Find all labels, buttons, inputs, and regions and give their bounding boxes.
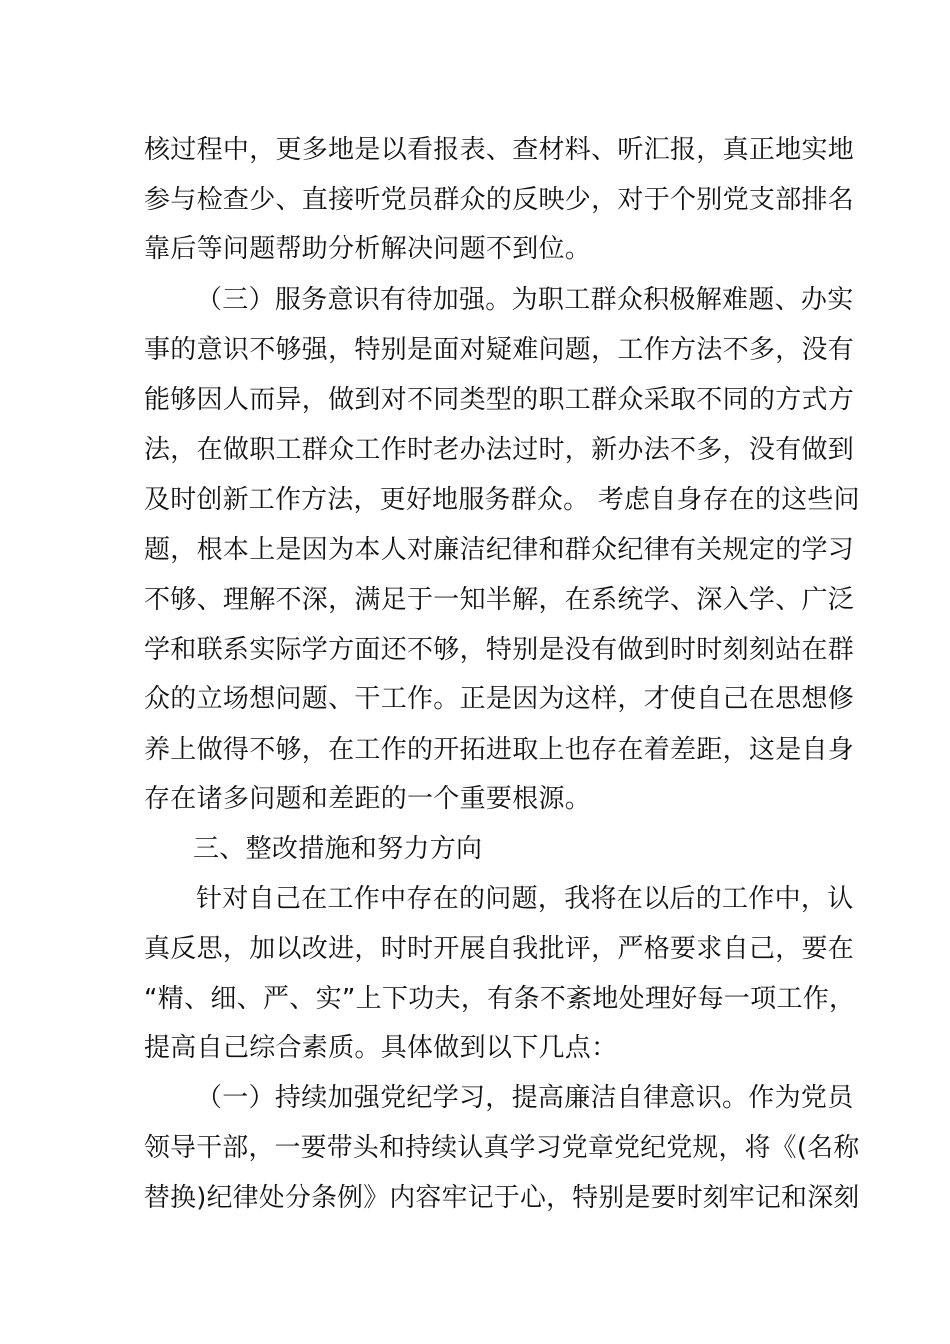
text-line: 替换)纪律处分条例》内容牢记于心，特别是要时刻牢记和深刻 [144, 1183, 860, 1213]
text-line: 养上做得不够，在工作的开拓进取上也存在着差距，这是自身 [144, 735, 855, 765]
text-line: 参与检查少、直接听党员群众的反映少，对于个别党支部排名 [144, 185, 855, 215]
text-line: 核过程中，更多地是以看报表、查材料、听汇报，真正地实地 [144, 135, 855, 165]
text-line: 学和联系实际学方面还不够，特别是没有做到时时刻刻站在群 [144, 635, 855, 665]
text-line: 及时创新工作方法，更好地服务群众。 考虑自身存在的这些问 [144, 485, 860, 515]
section-heading-three: 三、整改措施和努力方向 [193, 834, 483, 864]
section-heading-3: （三）服务意识有待加强。为职工群众积极解难题、办实 [196, 285, 854, 315]
text-line: 领导干部，一要带头和持续认真学习党章党纪党规，将《(名称 [144, 1133, 860, 1163]
text-line: 靠后等问题帮助分析解决问题不到位。 [144, 234, 592, 264]
text-line: 能够因人而异，做到对不同类型的职工群众采取不同的方式方 [144, 385, 855, 415]
text-line: 事的意识不够强，特别是面对疑难问题，工作方法不多，没有 [144, 335, 855, 365]
text-line: 提高自己综合素质。具体做到以下几点： [144, 1033, 618, 1063]
section-heading-1: （一）持续加强党纪学习，提高廉洁自律意识。作为党员 [196, 1083, 854, 1113]
text-line: 不够、理解不深，满足于一知半解，在系统学、深入学、广泛 [144, 585, 855, 615]
text-line: 针对自己在工作中存在的问题，我将在以后的工作中，认 [196, 884, 854, 914]
text-line: 法，在做职工群众工作时老办法过时，新办法不多，没有做到 [144, 435, 855, 465]
text-line: 真反思，加以改进，时时开展自我批评，严格要求自己，要在 [144, 934, 855, 964]
text-line: 存在诸多问题和差距的一个重要根源。 [144, 784, 592, 814]
text-line: “精、细、严、实”上下功夫，有条不紊地处理好每一项工作， [144, 984, 856, 1014]
text-line: 题，根本上是因为本人对廉洁纪律和群众纪律有关规定的学习 [144, 535, 855, 565]
text-line: 众的立场想问题、干工作。正是因为这样，才使自己在思想修 [144, 684, 855, 714]
